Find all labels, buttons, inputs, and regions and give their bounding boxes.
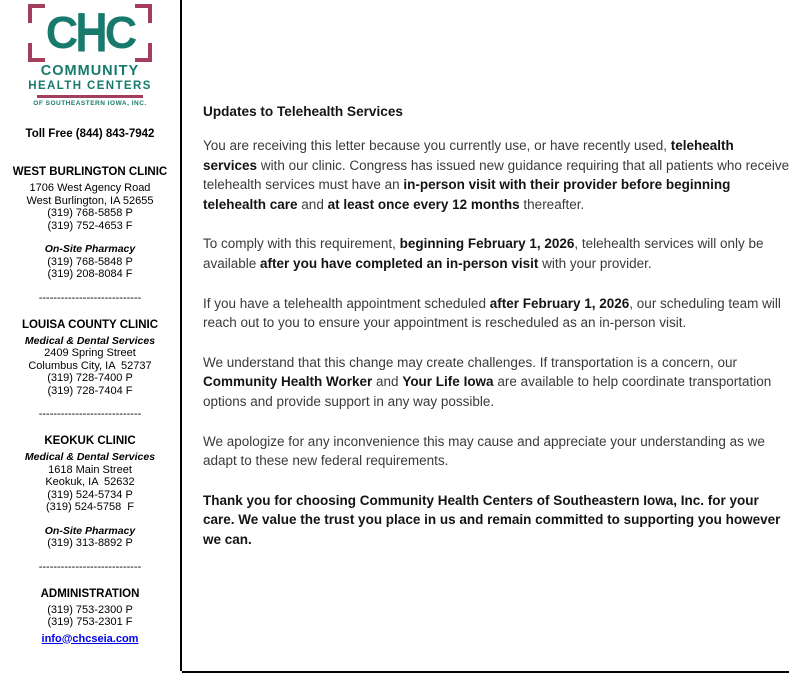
clinic-name: WEST BURLINGTON CLINIC (12, 166, 168, 178)
text-run: thereafter. (519, 196, 585, 212)
address-line: 2409 Spring Street (44, 347, 136, 359)
bold-text-run: beginning February 1, 2026 (399, 236, 575, 252)
chc-logo-letters (15, 0, 165, 64)
text-run: We understand that this change may create challenges. If transportation is a concern, our (203, 354, 738, 370)
text-run: , telehealth services will only be available (203, 236, 764, 271)
text-run: If you have a telehealth appointment scheduled (203, 295, 490, 311)
chc-logo (0, 0, 180, 107)
text-run: and (297, 196, 328, 212)
logo-letter-c: C (45, 7, 76, 58)
text-run: and (372, 374, 403, 390)
clinic-sections (0, 166, 180, 647)
footer-rule (182, 671, 789, 673)
letter-paragraph (203, 491, 791, 550)
pharmacy-label: On-Site Pharmacy (44, 243, 136, 255)
logo-acronym (45, 0, 135, 64)
clinic-name: KEOKUK CLINIC (44, 435, 136, 447)
bold-text-run: at least once every 12 months (327, 196, 520, 212)
section-divider: ---------------------------- (38, 291, 142, 304)
phone-line: (319) 753-2301 F (47, 616, 133, 628)
logo-letter-c: C (104, 7, 135, 58)
phone-line: (319) 753-2300 P (47, 603, 133, 616)
logo-org-name-line1: COMMUNITY (40, 63, 140, 79)
clinic-services-label: Medical & Dental Services (24, 451, 156, 463)
bold-text-run: Thank you for choosing Community Health Centers of Southeastern Iowa, Inc. for your care. We value the trust you place in us and remain committed to supporting you however we can. (203, 492, 781, 547)
pharmacy-phone-line: (319) 313-8892 P (47, 537, 133, 549)
logo-corner-bracket-icon (28, 43, 45, 62)
bold-text-run: Your Life Iowa (402, 374, 494, 390)
phone-line: (319) 728-7400 P (47, 372, 133, 384)
clinic-services-label: Medical & Dental Services (24, 334, 156, 347)
section-divider: ---------------------------- (38, 408, 142, 420)
logo-corner-bracket-icon (28, 4, 45, 23)
letter-paragraph (203, 294, 791, 333)
letter-body (203, 104, 791, 570)
letter-paragraphs (203, 136, 791, 550)
text-run: , our scheduling team will reach out to you to ensure your appointment is rescheduled as an in-person visit. (203, 295, 781, 331)
address-line: Columbus City, IA 52737 (28, 359, 152, 372)
address-line: 1706 West Agency Road (29, 182, 151, 194)
bold-text-run: Community Health Worker (203, 374, 373, 390)
address-line: West Burlington, IA 52655 (26, 194, 154, 207)
letter-paragraph (203, 353, 791, 412)
phone-line: (319) 768-5858 P (47, 207, 133, 219)
logo-corner-bracket-icon (135, 43, 152, 62)
email-link[interactable]: info@chcseia.com (41, 632, 139, 645)
pharmacy-phone-line: (319) 768-5848 P (47, 255, 133, 268)
address-line: 1618 Main Street (48, 463, 132, 476)
clinic-name: ADMINISTRATION (40, 587, 140, 600)
text-run: with your provider. (538, 255, 652, 271)
letter-paragraph (203, 234, 791, 273)
logo-corner-bracket-icon (135, 4, 152, 23)
bold-text-run: telehealth services (203, 138, 734, 173)
text-run: with our clinic. Congress has issued new guidance requiring that all patients who receive telehealth services must have an (203, 157, 790, 193)
clinic-section-louisa-county (0, 319, 180, 398)
letter-paragraph (203, 432, 791, 471)
letter-heading: Updates to Telehealth Services (203, 104, 403, 119)
clinic-name: LOUISA COUNTY CLINIC (21, 318, 159, 331)
bold-text-run: in-person visit with their provider before beginning telehealth care (203, 177, 731, 212)
text-run: We apologize for any inconvenience this may cause and appreciate your understanding as we adapt to these new federal requirements. (203, 433, 765, 469)
pharmacy-phone-line: (319) 208-8084 F (47, 268, 133, 280)
sidebar (0, 0, 182, 671)
text-run: are available to help coordinate transportation options and provide support in any way possible. (203, 374, 772, 409)
clinic-section-administration (0, 588, 180, 647)
logo-org-name-line2: HEALTH CENTERS (28, 80, 152, 92)
clinic-section-keokuk (0, 435, 180, 550)
clinic-section-west-burlington (0, 166, 180, 281)
logo-org-name-line3: OF SOUTHEASTERN IOWA, INC. (33, 100, 147, 107)
logo-rule (37, 95, 143, 98)
logo-letter-h: H (75, 0, 105, 64)
address-line: Keokuk, IA 52632 (45, 476, 135, 488)
bold-text-run: after you have completed an in-person visit (260, 255, 539, 271)
phone-line: (319) 524-5758 F (45, 501, 135, 513)
phone-line: (319) 728-7404 F (47, 384, 133, 397)
pharmacy-label: On-Site Pharmacy (44, 524, 136, 537)
phone-line: (319) 752-4653 F (47, 219, 133, 232)
bold-text-run: after February 1, 2026 (489, 295, 630, 311)
text-run: To comply with this requirement, (203, 236, 400, 252)
toll-free-number: Toll Free (844) 843-7942 (25, 128, 155, 140)
letter-paragraph (203, 136, 791, 214)
section-divider: ---------------------------- (38, 560, 142, 573)
phone-line: (319) 524-5734 P (47, 488, 133, 501)
text-run: You are receiving this letter because you currently use, or have recently used, (203, 138, 671, 153)
